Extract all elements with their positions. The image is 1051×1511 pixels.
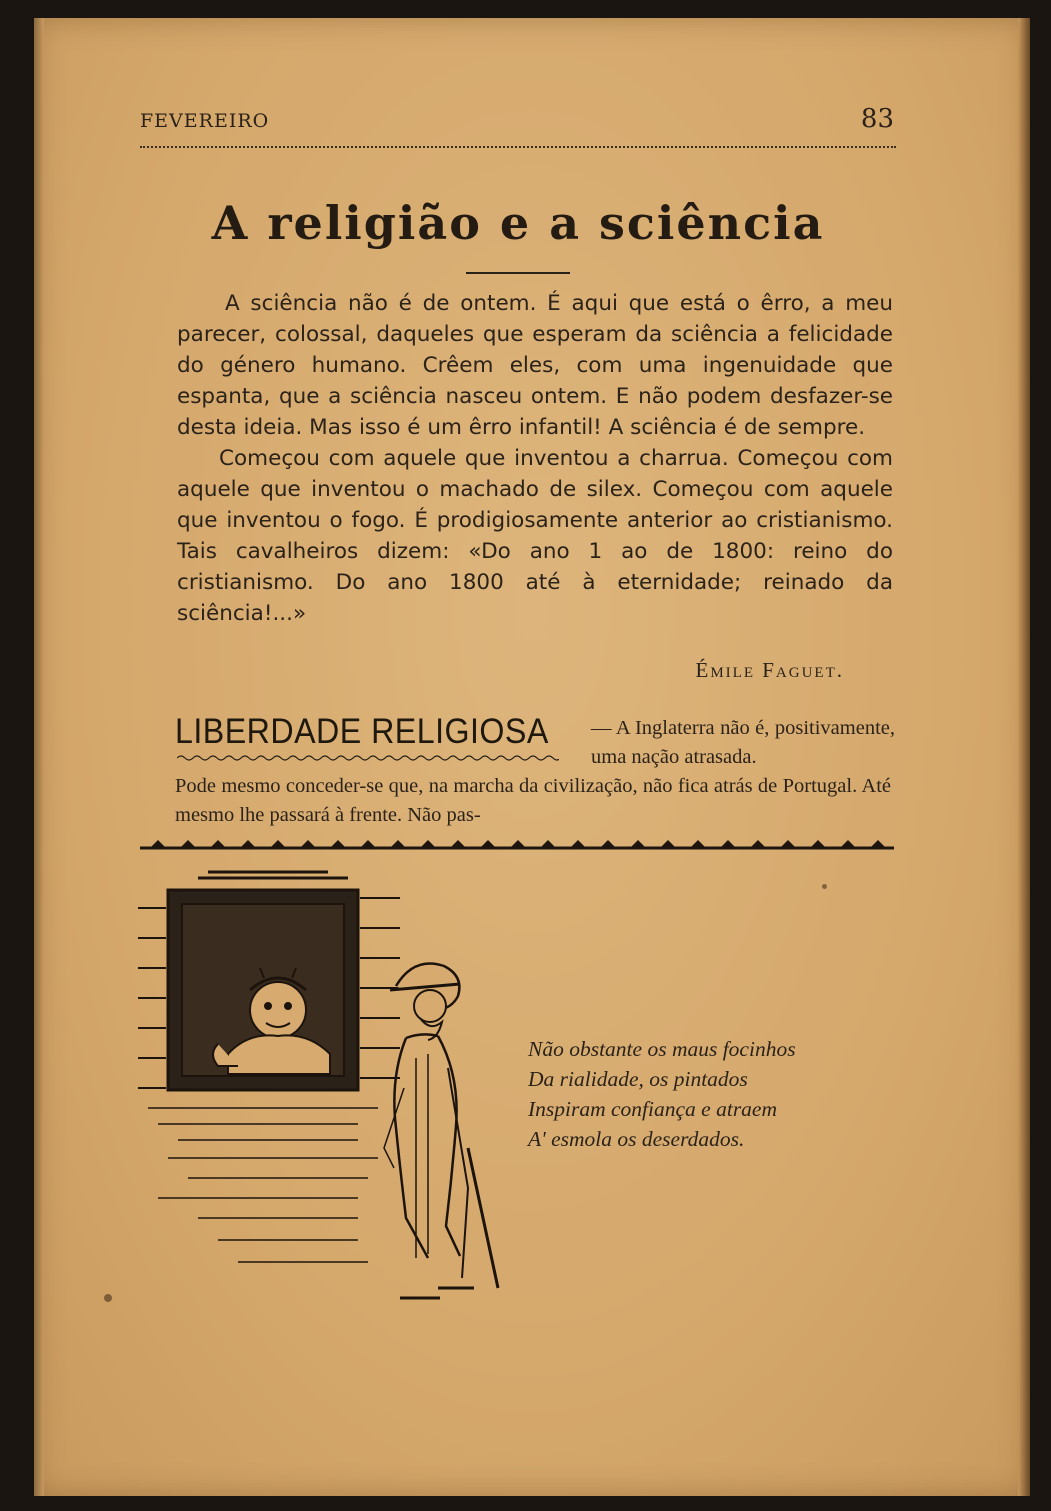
caption-verse [528,1034,868,1154]
verse-line: Da rialidade, os pintados [528,1067,748,1091]
section-lead: — A Inglaterra não é, positivamente, uma nação atrasada. [591,717,895,768]
verse-line: Inspiram confiança e atraem [528,1097,778,1121]
paper-spot [104,1294,112,1302]
paper-spot [822,884,827,889]
section-heading: LIBERDADE RELIGIOSA [175,712,549,751]
book-page [34,18,1030,1496]
binding-edge [34,18,44,1496]
article-paragraph: Começou com aquele que inventou a charrua. Começou com aquele que inventou o machado de silex. Começou com aquele que inventou o fogo. É prodigiosamente anterior ao cristianismo. Tais cavalheiros dizem: «Do ano 1 ao de 1800: reino do cristianismo. Do ano 1800 até à eternidade; reinado da sciência!...» [177,446,893,626]
article-title: A religião e a sciência [211,196,825,250]
beggar-illustration [138,868,538,1308]
section-liberdade [175,712,895,842]
page-header [140,104,900,138]
ornamental-divider [140,836,894,852]
page-number: 83 [860,104,894,134]
article-paragraph: A sciência não é de ontem. É aqui que está o êrro, a meu parecer, colossal, daqueles que esperam da sciência a felicidade do género humano. Crêem eles, com uma ingenuidade que espanta, que a sciência nasceu ontem. E não podem desfazer-se desta ideia. Mas isso é um êrro infantil! A sciência é de sempre. [177,291,893,440]
running-head: FEVEREIRO [140,110,270,132]
article-body [177,288,893,629]
verse-line: Não obstante os maus focinhos [528,1037,796,1061]
title-rule [466,272,570,274]
wavy-underline [177,754,559,762]
article-author: Émile Faguet. [695,658,844,682]
page-edge [1018,18,1030,1496]
header-rule [140,146,896,148]
section-text: Pode mesmo conceder-se que, na marcha da civilização, não fica atrás de Portugal. Até mesmo lhe passará à frente. Não pas- [175,775,891,826]
verse-line: A' esmola os deserdados. [528,1127,745,1151]
